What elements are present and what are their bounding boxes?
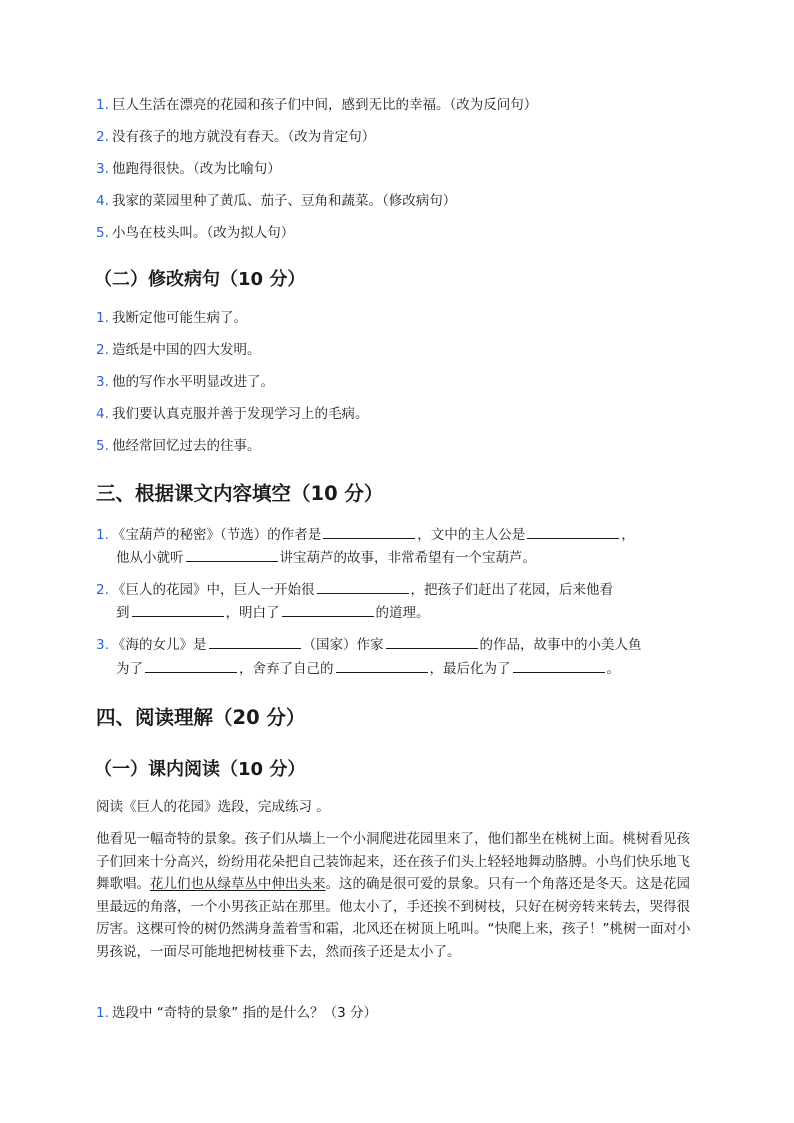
list-item	[96, 95, 537, 115]
item-text: 我家的菜园里种了黄瓜、茄子、豆角和蔬菜。（修改病句）	[112, 193, 457, 209]
answer-blank[interactable]	[336, 658, 428, 673]
item-number: 1.	[96, 527, 109, 543]
answer-blank[interactable]	[145, 658, 237, 673]
list-item	[96, 127, 375, 147]
list-item	[96, 372, 274, 392]
answer-blank[interactable]	[282, 602, 374, 617]
item-number: 3.	[96, 374, 109, 390]
list-item	[96, 340, 261, 360]
subsection-heading: （一）课内阅读（10 分）	[94, 759, 306, 780]
list-item	[96, 223, 294, 243]
question-text: 到	[116, 605, 130, 621]
item-number: 1.	[96, 310, 109, 326]
section-heading: 三、根据课文内容填空（10 分）	[96, 482, 384, 505]
item-number: 2.	[96, 582, 109, 598]
question-text: 《巨人的花园》中，巨人一开始很	[112, 582, 315, 598]
item-number: 3.	[96, 161, 109, 177]
list-item	[96, 191, 456, 211]
question-text: 《宝葫芦的秘密》（节选）的作者是	[112, 527, 322, 543]
item-text: 我们要认真克服并善于发现学习上的毛病。	[112, 406, 369, 422]
answer-blank[interactable]	[323, 524, 415, 539]
question-text: 为了	[116, 661, 143, 677]
item-text: 他跑得很快。（改为比喻句）	[112, 161, 281, 177]
question-text: ，文中的主人公是	[417, 527, 526, 543]
fill-question-continued	[116, 602, 430, 623]
item-text: 他的写作水平明显改进了。	[112, 374, 274, 390]
list-item	[96, 436, 261, 456]
fill-question-continued	[116, 658, 620, 679]
answer-blank[interactable]	[209, 634, 301, 649]
item-text: 选段中 “奇特的景象” 指的是什么？（3 分）	[112, 1005, 377, 1021]
item-text: 他经常回忆过去的往事。	[112, 438, 261, 454]
answer-blank[interactable]	[186, 547, 278, 562]
question-text: 。	[606, 661, 620, 677]
item-text: 我断定他可能生病了。	[112, 310, 247, 326]
passage-text: 他看见一幅奇特的景象。孩子们从墙上一个小洞爬进花园里来了，他们都坐在桃树上面。桃树看见孩子们回来十分高兴，纷纷用花朵把自己装饰起来，还在孩子们头上轻轻地舞动胳膊。小鸟们快乐地飞舞歌唱。	[96, 831, 690, 892]
answer-blank[interactable]	[513, 658, 605, 673]
passage-text: 。这的确是很可爱的景象。只有一个角落还是冬天。这是花园里最远的角落，一个小男孩正站在那里。他太小了，手还挨不到树枝，只好在树旁转来转去，哭得很厉害。这棵可怜的树仍然满身盖着雪和霜，北风还在树顶上吼叫。“快爬上来，孩子！”桃树一面对小男孩说，一面尽可能地把树枝垂下去，然而孩子还是太小了。	[96, 876, 691, 960]
answer-blank[interactable]	[527, 524, 619, 539]
item-number: 3.	[96, 637, 109, 653]
list-item	[96, 308, 247, 328]
section-heading: （二）修改病句（10 分）	[94, 269, 306, 290]
item-text: 造纸是中国的四大发明。	[112, 342, 261, 358]
answer-blank[interactable]	[317, 579, 409, 594]
fill-question	[96, 579, 613, 600]
item-number: 4.	[96, 406, 109, 422]
question-text: ，明白了	[225, 605, 280, 621]
question-text: 《海的女儿》是	[112, 637, 207, 653]
question-text: ，舍弃了自己的	[239, 661, 334, 677]
answer-blank[interactable]	[386, 634, 478, 649]
item-number: 5.	[96, 225, 109, 241]
answer-blank[interactable]	[132, 602, 224, 617]
question-text: 的作品，故事中的小美人鱼	[479, 637, 642, 653]
item-text: 小鸟在枝头叫。（改为拟人句）	[112, 225, 295, 241]
reading-instruction: 阅读《巨人的花园》选段，完成练习 。	[96, 799, 330, 815]
question-text: 的道理。	[375, 605, 430, 621]
fill-question-continued	[116, 547, 536, 568]
item-number: 2.	[96, 342, 109, 358]
section-heading: 四、阅读理解（20 分）	[96, 706, 306, 729]
list-item	[96, 404, 369, 424]
item-number: 1.	[96, 1005, 109, 1021]
question-text: 讲宝葫芦的故事，非常希望有一个宝葫芦。	[279, 550, 536, 566]
item-number: 2.	[96, 129, 109, 145]
question-text: ，把孩子们赶出了花园，后来他看	[410, 582, 613, 598]
list-item	[96, 159, 281, 179]
fill-question	[96, 524, 635, 545]
list-item	[96, 1003, 377, 1023]
item-text: 巨人生活在漂亮的花园和孩子们中间，感到无比的幸福。（改为反问句）	[112, 97, 538, 113]
item-number: 4.	[96, 193, 109, 209]
item-number: 1.	[96, 97, 109, 113]
question-text: 他从小就听	[116, 550, 184, 566]
item-number: 5.	[96, 438, 109, 454]
underlined-sentence: 花儿们也从绿草丛中伸出头来	[150, 876, 326, 892]
question-text: ，	[621, 527, 635, 543]
fill-question	[96, 634, 642, 655]
reading-passage	[96, 828, 702, 963]
item-text: 没有孩子的地方就没有春天。（改为肯定句）	[112, 129, 376, 145]
question-text: （国家）作家	[302, 637, 384, 653]
question-text: ，最后化为了	[429, 661, 511, 677]
